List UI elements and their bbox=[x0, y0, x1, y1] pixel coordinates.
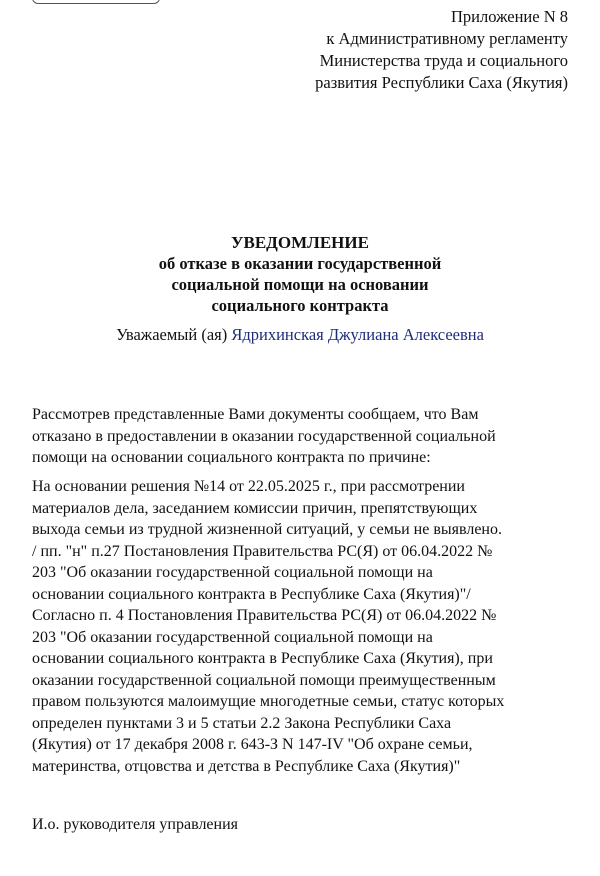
top-frame-edge bbox=[32, 0, 160, 4]
reason-line: материнства, отцовства и детства в Республике Саха (Якутия)" bbox=[32, 757, 461, 775]
document-title bbox=[0, 232, 600, 316]
reason-line: основании социального контракта в Республике Саха (Якутия)"/ bbox=[32, 585, 471, 603]
title-sub-line: социального контракта bbox=[211, 296, 389, 315]
intro-line: Рассмотрев представленные Вами документы сообщаем, что Вам bbox=[32, 406, 479, 423]
intro-line: помощи на основании социального контракта по причине: bbox=[32, 449, 431, 466]
reason-line: / пп. "н" п.27 Постановления Правительства РС(Я) от 06.04.2022 № bbox=[32, 542, 493, 560]
title-main: УВЕДОМЛЕНИЕ bbox=[231, 233, 369, 252]
appendix-line: Приложение N 8 bbox=[451, 7, 568, 26]
reason-line: 203 "Об оказании государственной социальной помощи на bbox=[32, 564, 433, 581]
reason-line: (Якутия) от 17 декабря 2008 г. 643-З N 147-IV "Об охране семьи, bbox=[32, 736, 473, 753]
reason-paragraph bbox=[32, 476, 578, 777]
reason-line: выхода семьи из трудной жизненной ситуаций, у семьи не выявлено. bbox=[32, 521, 502, 538]
appendix-line: к Административному регламенту bbox=[326, 29, 568, 48]
reason-line: оказании государственной социальной помощи преимущественным bbox=[32, 671, 496, 689]
title-sub-line: об отказе в оказании государственной bbox=[158, 254, 442, 273]
salutation: Уважаемый (ая) bbox=[116, 325, 228, 344]
appendix-line: развития Республики Саха (Якутия) bbox=[315, 73, 568, 92]
reason-line: На основании решения №14 от 22.05.2025 г., при рассмотрении bbox=[32, 478, 465, 495]
title-sub-line: социальной помощи на основании bbox=[171, 275, 429, 294]
recipient-name: Ядрихинская Джулиана Алексеевна bbox=[231, 325, 484, 344]
intro-line: отказано в предоставлении в оказании государственной социальной bbox=[32, 427, 496, 445]
intro-paragraph bbox=[32, 404, 578, 469]
signature-position: И.о. руководителя управления bbox=[32, 816, 239, 833]
reason-line: основании социального контракта в Республике Саха (Якутия), при bbox=[32, 650, 493, 667]
reason-line: 203 "Об оказании государственной социальной помощи на bbox=[32, 628, 433, 646]
reason-line: материалов дела, заседанием комиссии причин, препятствующих bbox=[32, 499, 478, 517]
reason-line: Согласно п. 4 Постановления Правительства РС(Я) от 06.04.2022 № bbox=[32, 607, 497, 624]
reason-line: определен пунктами 3 и 5 статьи 2.2 Закона Республики Саха bbox=[32, 714, 452, 732]
appendix-header bbox=[248, 6, 568, 94]
greeting bbox=[0, 324, 600, 346]
reason-line: правом пользуются малоимущие многодетные семьи, статус которых bbox=[32, 693, 505, 710]
appendix-line: Министерства труда и социального bbox=[319, 51, 568, 70]
